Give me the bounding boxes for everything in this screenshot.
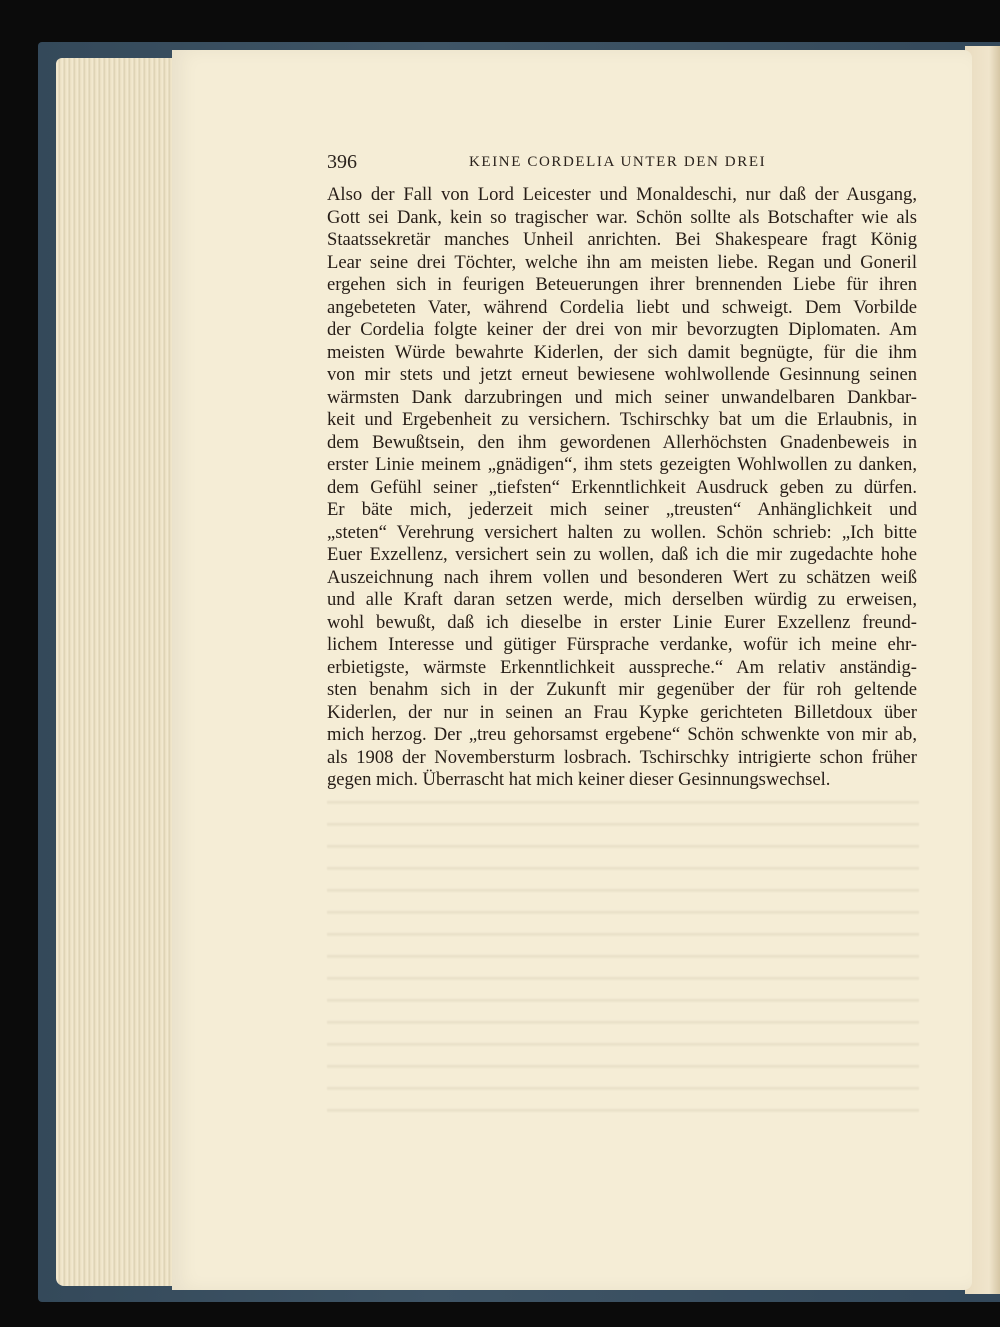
text-line: von mir stets und jetzt erneut bewiesene wohlwollende Gesinnung seinen (327, 364, 917, 385)
text-line: wohl bewußt, daß ich dieselbe in erster Linie Eurer Exzellenz freund- (327, 611, 917, 633)
text-line: erbietigste, wärmste Erkenntlichkeit ausspreche.“ Am relativ anständig- (327, 656, 917, 678)
text-line: gegen mich. Überrascht hat mich keiner dieser Gesinnungswechsel. (327, 769, 831, 790)
text-line: Er bäte mich, jederzeit mich seiner „treusten“ Anhänglichkeit und (327, 499, 917, 520)
text-line: Auszeichnung nach ihrem vollen und besonderen Wert zu schätzen weiß (327, 566, 917, 588)
text-line: Lear seine drei Töchter, welche ihn am meisten liebe. Regan und Goneril (327, 251, 917, 273)
running-head: KEINE CORDELIA UNTER DEN DREI (469, 154, 767, 170)
text-line: dem Gefühl seiner „tiefsten“ Erkenntlichkeit Ausdruck geben zu dürfen. (327, 476, 917, 498)
text-line: erster Linie meinem „gnädigen“, ihm stets gezeigten Wohlwollen zu danken, (327, 454, 917, 475)
text-line: Gott sei Dank, kein so tragischer war. Schön sollte als Botschafter wie als (327, 206, 917, 228)
text-line: der Cordelia folgte keiner der drei von mir bevorzugten Diplomaten. Am (327, 319, 917, 340)
text-line: „steten“ Verehrung versichert halten zu wollen. Schön schrieb: „Ich bitte (327, 521, 917, 543)
text-line: angebeteten Vater, während Cordelia liebt und schweigt. Dem Vorbilde (327, 296, 917, 318)
text-line: Euer Exzellenz, versichert sein zu wollen, daß ich die mir zugedachte hohe (327, 544, 917, 565)
text-line: mich herzog. Der „treu gehorsamst ergebene“ Schön schwenkte von mir ab, (327, 724, 917, 745)
body-text (327, 184, 917, 792)
text-line: dem Bewußtsein, den ihm gewordenen Allerhöchsten Gnadenbeweis in (327, 431, 917, 453)
text-line: keit und Ergebenheit zu versichern. Tschirschky bat um die Erlaubnis, in (327, 409, 917, 430)
page-header (327, 151, 917, 177)
text-line: wärmsten Dank darzubringen und mich seiner unwandelbaren Dankbar- (327, 386, 917, 408)
text-line: als 1908 der Novembersturm losbrach. Tschirschky intrigierte schon früher (327, 746, 917, 768)
text-line: lichem Interesse und gütiger Fürsprache verdanke, wofür ich meine ehr- (327, 634, 917, 655)
text-line: Also der Fall von Lord Leicester und Monaldeschi, nur daß der Ausgang, (327, 184, 917, 205)
text-line: Kiderlen, der nur in seinen an Frau Kypke gerichteten Billetdoux über (327, 701, 917, 723)
show-through-text (327, 790, 919, 1120)
text-line: und alle Kraft daran setzen werde, mich derselben würdig zu erweisen, (327, 589, 917, 610)
page-number: 396 (327, 151, 357, 173)
text-line: Staatssekretär manches Unheil anrichten. Bei Shakespeare fragt König (327, 229, 917, 250)
text-line: sten benahm sich in der Zukunft mir gegenüber der für roh geltende (327, 679, 917, 700)
text-line: meisten Würde bewahrte Kiderlen, der sich damit begnügte, für die ihm (327, 341, 917, 363)
text-line: ergehen sich in feurigen Beteuerungen ihrer brennenden Liebe für ihren (327, 274, 917, 295)
